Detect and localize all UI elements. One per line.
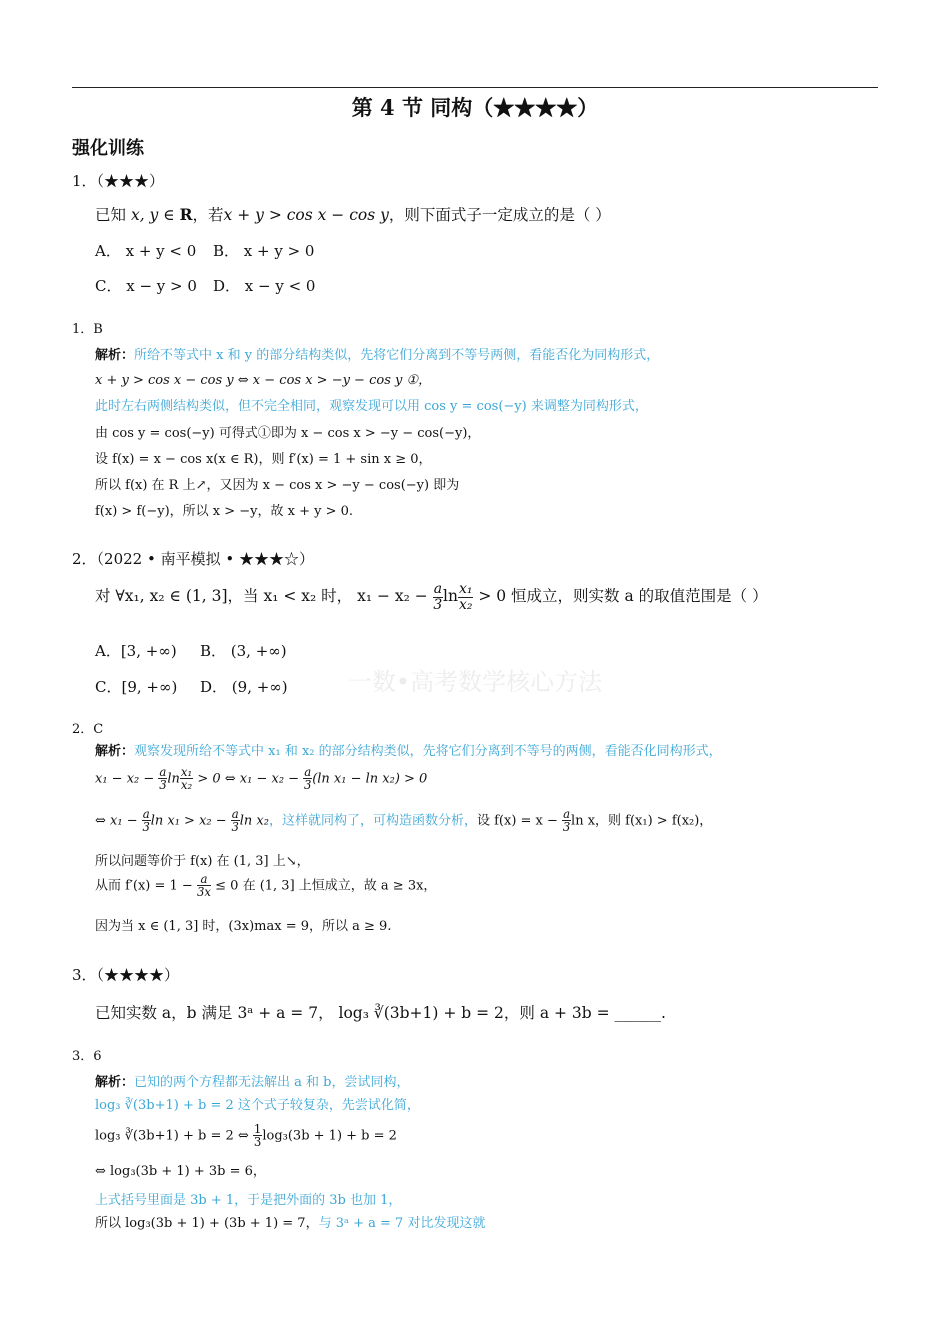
q2-sol2-frac2-num: x₁	[180, 765, 193, 779]
q2-frac-x1-over-x2	[458, 582, 473, 612]
q1-stem-c: ，则下面式子一定成立的是（ ）	[388, 206, 611, 224]
q1-option-b: B． x + y > 0	[213, 242, 315, 260]
q2-sol3-frac1-num: a	[142, 807, 150, 821]
q1-solution-line-4: 由 cos y = cos(−y) 可得式①即为 x − cos x > −y − cos(−y)，	[95, 426, 481, 441]
q2-frac-den: 3	[433, 596, 443, 613]
q2-sol3-f: ln x，则 f(x₁) > f(x₂)，	[571, 813, 713, 829]
q1-option-c: C． x − y > 0	[95, 277, 197, 295]
q2-sol3-frac1	[142, 808, 151, 834]
q2-solution-label: 解析：	[95, 744, 135, 759]
q2-sol2-frac1-den: 3	[159, 778, 167, 793]
q2-sol5-frac-den: 3x	[196, 885, 211, 900]
q3-sol3-frac	[253, 1123, 262, 1149]
q2-answer: 2．C	[72, 722, 104, 737]
q1-stem	[95, 203, 611, 225]
q2-solution-line-6: 因为当 x ∈ (1, 3] 时，(3x)max = 9，所以 a ≥ 9.	[95, 919, 392, 934]
q3-sol3-frac-den: 3	[253, 1135, 262, 1150]
q2-sol5-frac	[197, 873, 211, 899]
q2-sol3-frac2-num: a	[231, 807, 239, 821]
q2-sol3-frac3-num: a	[563, 807, 571, 821]
q2-sol2-d: (ln x₁ − ln x₂) > 0	[312, 771, 428, 787]
q1-solution-line-2: x + y > cos x − cos y ⇔ x − cos x > −y − cos y ①，	[95, 373, 432, 388]
q2-frac2-den: x₂	[458, 596, 473, 613]
q3-solution-line-2: log₃ ∛(3b+1) + b = 2 这个式子较复杂，先尝试化简，	[95, 1098, 420, 1113]
q2-sol2-a: x₁ − x₂ −	[95, 771, 155, 787]
q1-stem-b: ，若	[192, 206, 224, 224]
q3-solution-line-1	[95, 1071, 410, 1090]
page-title: 第 4 节 同构（★★★★）	[351, 95, 599, 120]
q3-sol6-a: 所以 log₃(3b + 1) + (3b + 1) = 7，	[95, 1216, 319, 1231]
q2-sol2-frac3-den: 3	[303, 778, 312, 793]
q2-option-d: D． (9, +∞)	[200, 678, 288, 696]
q2-sol3-d: ，这样就同构了，可构造函数分析，	[268, 813, 477, 829]
q2-frac-num: a	[433, 581, 442, 597]
q2-stem-ln: ln	[443, 587, 458, 606]
q3-label: 3．（★★★★）	[72, 966, 180, 984]
q1-stem-a: 已知	[95, 206, 127, 224]
q1-answer: 1．B	[72, 322, 103, 337]
q2-solution-line-3	[95, 808, 712, 834]
q3-sol3-frac-num: 1	[253, 1122, 262, 1136]
q3-solution-line-6	[95, 1212, 485, 1231]
q2-sol3-a: ⇔ x₁ −	[95, 813, 138, 829]
q1-solution-line-3: 此时左右两侧结构类似，但不完全相同，观察发现可以用 cos y = cos(−y) 来调整为同构形式，	[95, 399, 648, 414]
q1-option-a: A． x + y < 0	[95, 242, 197, 260]
q2-sol2-frac2	[180, 766, 193, 792]
q2-sol2-frac2-den: x₂	[180, 778, 193, 793]
q2-stem	[95, 582, 768, 612]
q1-stem-math1: x, y ∈	[130, 206, 180, 224]
q2-sol3-c: ln x₂	[239, 813, 269, 829]
q2-sol3-frac1-den: 3	[142, 820, 150, 835]
q1-stem-math2: x + y > cos x − cos y	[223, 206, 389, 224]
q1-label: 1．（★★★）	[72, 172, 165, 190]
q3-stem: 已知实数 a，b 满足 3ᵃ + a = 7， log₃ ∛(3b+1) + b = 2，则 a + 3b = ______.	[95, 1004, 666, 1022]
section-title: 强化训练	[72, 138, 144, 159]
q2-sol2-b: ln	[167, 771, 180, 787]
q3-sol6-b: 与 3ᵃ + a = 7 对比发现这就	[318, 1216, 486, 1231]
q1-option-d: D． x − y < 0	[213, 277, 316, 295]
q2-solution-line-5	[95, 873, 436, 899]
q2-sol3-frac2	[231, 808, 240, 834]
q1-solution-line-1	[95, 344, 659, 363]
q2-stem-a: 对 ∀x₁, x₂ ∈ (1, 3]，当 x₁ < x₂ 时， x₁ − x₂ −	[95, 587, 428, 606]
q2-solution-line-2	[95, 766, 427, 792]
q3-solution-label: 解析：	[95, 1075, 135, 1090]
q2-sol2-frac1-num: a	[159, 765, 167, 779]
q2-sol5-b: ≤ 0 在 (1, 3] 上恒成立，故 a ≥ 3x，	[215, 878, 437, 894]
q3-answer: 3．6	[72, 1049, 102, 1064]
q2-sol5-a: 从而 f′(x) = 1 −	[95, 878, 193, 894]
q3-sol3-b: log₃(3b + 1) + b = 2	[262, 1128, 397, 1144]
watermark: 一数•高考数学核心方法	[347, 668, 603, 696]
q2-sol3-frac3	[562, 808, 571, 834]
q2-sol3-b: ln x₁ > x₂ −	[150, 813, 227, 829]
q1-solution-line-7: f(x) > f(−y)，所以 x > −y，故 x + y > 0.	[95, 504, 354, 519]
q1-solution-line-5: 设 f(x) = x − cos x(x ∈ R)，则 f′(x) = 1 + sin x ≥ 0，	[95, 452, 432, 467]
q2-sol2-c: > 0 ⇔ x₁ − x₂ −	[197, 771, 300, 787]
q3-sol3-a: log₃ ∛(3b+1) + b = 2 ⇔	[95, 1128, 249, 1144]
q2-stem-b: > 0 恒成立，则实数 a 的取值范围是（ ）	[478, 587, 768, 606]
q2-label: 2．（2022 • 南平模拟 • ★★★☆）	[72, 550, 314, 568]
q1-solution-label: 解析：	[95, 348, 135, 363]
q2-option-a: A．[3, +∞)	[95, 642, 177, 660]
q3-solution-line-4: ⇔ log₃(3b + 1) + 3b = 6，	[95, 1164, 266, 1179]
q2-frac-a-over-3	[433, 582, 443, 612]
q2-solution-line-1	[95, 740, 722, 759]
q1-solution-text-1: 所给不等式中 x 和 y 的部分结构类似，先将它们分离到不等号两侧，看能否化为同构形式，	[134, 348, 660, 363]
q2-sol5-frac-num: a	[197, 873, 211, 886]
q2-option-c: C．[9, +∞)	[95, 678, 178, 696]
q3-solution-line-3	[95, 1123, 397, 1149]
q2-option-b: B． (3, +∞)	[200, 642, 287, 660]
q1-stem-R: R	[179, 205, 193, 224]
q2-sol2-frac3-num: a	[304, 765, 312, 779]
q2-solution-line-4: 所以问题等价于 f(x) 在 (1, 3] 上↘，	[95, 854, 310, 869]
q2-sol3-frac3-den: 3	[562, 820, 571, 835]
q2-sol2-frac3	[303, 766, 312, 792]
q2-sol3-frac2-den: 3	[231, 820, 239, 835]
q2-frac2-num: x₁	[458, 581, 473, 597]
q3-solution-text-1: 已知的两个方程都无法解出 a 和 b，尝试同构，	[134, 1075, 410, 1090]
header-rule	[72, 87, 878, 88]
q2-sol3-e: 设 f(x) = x −	[476, 813, 558, 829]
q2-solution-text-1: 观察发现所给不等式中 x₁ 和 x₂ 的部分结构类似，先将它们分离到不等号的两侧，看能否化同构形式，	[134, 744, 722, 759]
q1-solution-line-6: 所以 f(x) 在 R 上↗，又因为 x − cos x > −y − cos(−y) 即为	[95, 478, 460, 493]
q3-solution-line-5: 上式括号里面是 3b + 1，于是把外面的 3b 也加 1，	[95, 1193, 402, 1208]
